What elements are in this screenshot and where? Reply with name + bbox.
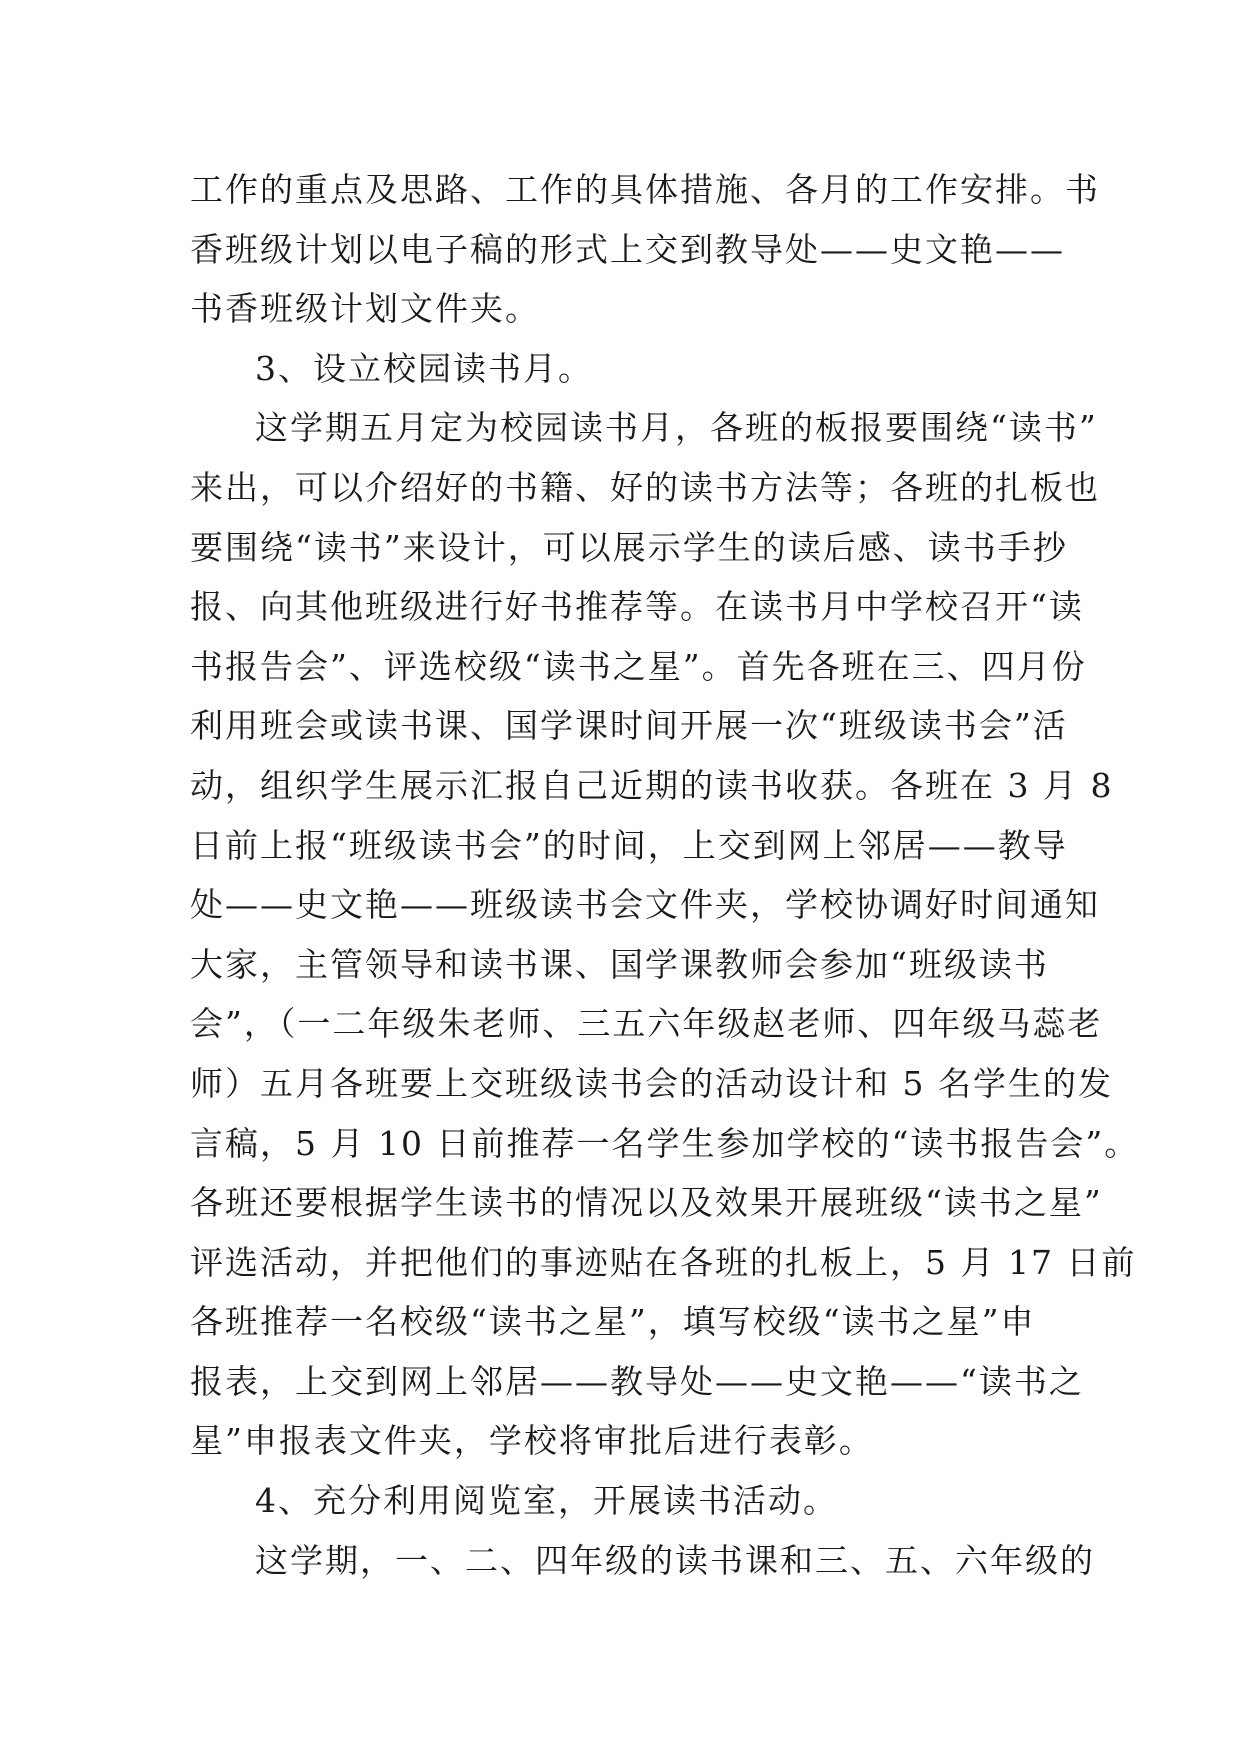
text-line: 书香班级计划文件夹。 bbox=[190, 289, 540, 329]
text-line: 这学期五月定为校园读书月，各班的板报要围绕“读书” bbox=[255, 408, 1098, 448]
text-line: 师）五月各班要上交班级读书会的活动设计和 5 名学生的发 bbox=[190, 1063, 1113, 1103]
text-line: 处——史文艳——班级读书会文件夹，学校协调好时间通知 bbox=[190, 885, 1100, 925]
text-line: 动，组织学生展示汇报自己近期的读书收获。各班在 3 月 8 bbox=[190, 765, 1114, 805]
text-line: 日前上报“班级读书会”的时间，上交到网上邻居——教导 bbox=[190, 825, 1068, 865]
text-line: 书报告会”、评选校级“读书之星”。首先各班在三、四月份 bbox=[190, 646, 1087, 686]
text-line: 这学期，一、二、四年级的读书课和三、五、六年级的 bbox=[255, 1540, 1095, 1580]
text-line: 要围绕“读书”来设计，可以展示学生的读后感、读书手抄 bbox=[190, 527, 1068, 567]
text-line: 星”申报表文件夹，学校将审批后进行表彰。 bbox=[190, 1421, 874, 1461]
text-line: 言稿，5 月 10 日前推荐一名学生参加学校的“读书报告会”。 bbox=[190, 1123, 1140, 1163]
text-line: 报表，上交到网上邻居——教导处——史文艳——“读书之 bbox=[190, 1361, 1084, 1401]
text-line: 评选活动，并把他们的事迹贴在各班的扎板上，5 月 17 日前 bbox=[190, 1242, 1137, 1282]
text-line: 报、向其他班级进行好书推荐等。在读书月中学校召开“读 bbox=[190, 587, 1084, 627]
text-line: 会”，（一二年级朱老师、三五六年级赵老师、四年级马蕊老 bbox=[190, 1004, 1103, 1044]
text-line: 利用班会或读书课、国学课时间开展一次“班级读书会”活 bbox=[190, 706, 1068, 746]
text-line: 香班级计划以电子稿的形式上交到教导处——史文艳—— bbox=[190, 229, 1065, 269]
text-line: 各班推荐一名校级“读书之星”，填写校级“读书之星”申 bbox=[190, 1302, 1036, 1342]
text-line: 工作的重点及思路、工作的具体措施、各月的工作安排。书 bbox=[190, 170, 1100, 209]
body-text bbox=[190, 160, 1140, 1590]
text-line: 大家，主管领导和读书课、国学课教师会参加“班级读书 bbox=[190, 944, 1049, 984]
section-heading: 4、充分利用阅览室，开展读书活动。 bbox=[255, 1481, 838, 1521]
text-line: 各班还要根据学生读书的情况以及效果开展班级“读书之星” bbox=[190, 1183, 1103, 1223]
text-line: 来出，可以介绍好的书籍、好的读书方法等；各班的扎板也 bbox=[190, 467, 1100, 507]
section-heading: 3、设立校园读书月。 bbox=[255, 348, 593, 388]
